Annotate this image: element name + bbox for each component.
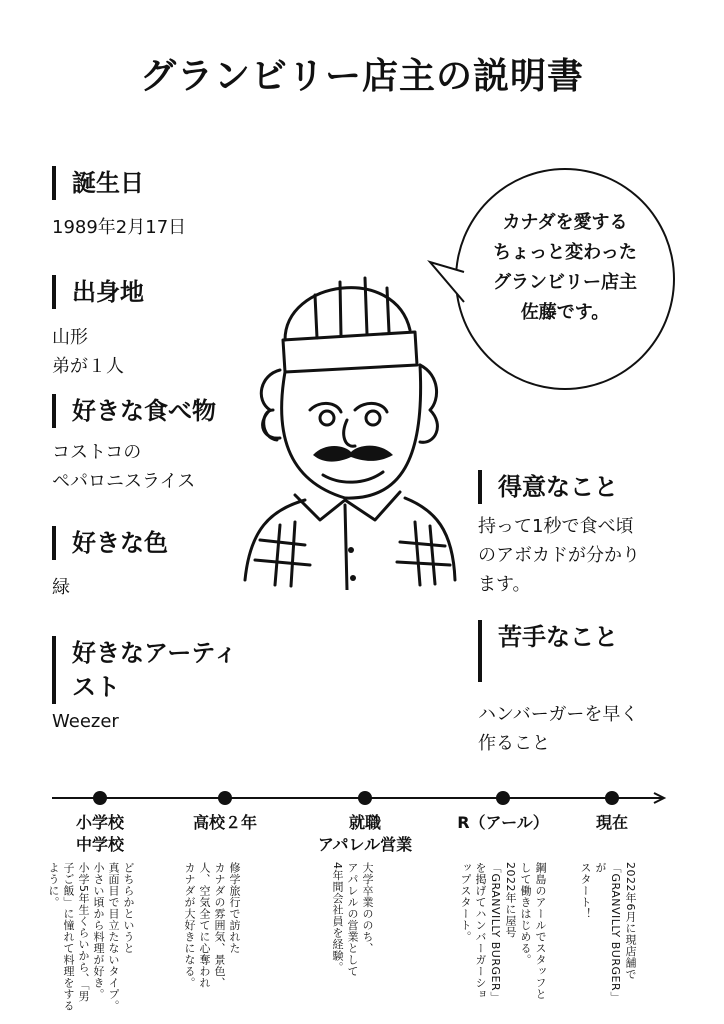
weakness-heading: 苦手なこと <box>478 620 618 682</box>
birthplace-value: 山形 弟が１人 <box>52 327 124 377</box>
favorite-color-value: 緑 <box>52 577 70 598</box>
timeline-description: 鋼島のアールでスタッフと して働きはじめる。 2022年に屋号 「GRANVILLY BURGER」 を掲げてハンバーガーショ ップスタート。 <box>459 862 547 1003</box>
timeline-line <box>0 785 724 815</box>
favorite-color-heading: 好きな色 <box>52 526 168 560</box>
speech-bubble-text: カナダを愛する ちょっと変わった グランビリー店主 佐藤です。 <box>493 212 637 323</box>
timeline-dot <box>358 791 372 805</box>
birthplace-heading: 出身地 <box>52 275 144 309</box>
timeline-description: 修学旅行で訪れた カナダの雰囲気、景色、 人、空気全てに心奪われ カナダが大好きになる。 <box>183 862 241 989</box>
birthday-value: 1989年2月17日 <box>52 217 187 238</box>
shop-owner-illustration <box>225 260 485 590</box>
favorite-food-value: コストコの ペパロニスライス <box>52 442 196 492</box>
skill-heading: 得意なこと <box>478 470 618 504</box>
timeline-dot <box>605 791 619 805</box>
timeline-description: 大学卒業ののち、 アパレルの営業として 4年間会社員を経験。 <box>331 862 374 977</box>
weakness-value: ハンバーガーを早く 作ること <box>478 704 639 754</box>
page-title: グランビリー店主の説明書 <box>139 56 584 97</box>
timeline-label: 高校２年 <box>192 813 257 832</box>
favorite-food-heading: 好きな食べ物 <box>52 394 216 428</box>
timeline-label: 現在 <box>595 813 628 832</box>
timeline-description: 2022年6月に現店舗で 「GRANVILLY BURGER」が スタート！ <box>579 862 637 1003</box>
timeline-description: どちらかというと 真面目で目立たないタイプ。 小さい頃から料理が好き。 小学5年生くらいから、「男 子ご飯」に憧れて料理をする ように。 <box>47 862 135 1012</box>
timeline-label: 小学校 中学校 <box>75 813 124 854</box>
timeline-dot <box>496 791 510 805</box>
favorite-artist-heading: 好きなアーティ スト <box>52 636 237 704</box>
timeline-dot <box>93 791 107 805</box>
skill-value: 持って1秒で食べ頃 のアボカドが分かり ます。 <box>478 516 640 595</box>
birthday-heading: 誕生日 <box>52 166 144 200</box>
timeline-label: R（アール） <box>457 813 549 832</box>
timeline-dot <box>218 791 232 805</box>
timeline-label: 就職 アパレル営業 <box>317 813 413 854</box>
favorite-artist-value: Weezer <box>52 711 119 732</box>
